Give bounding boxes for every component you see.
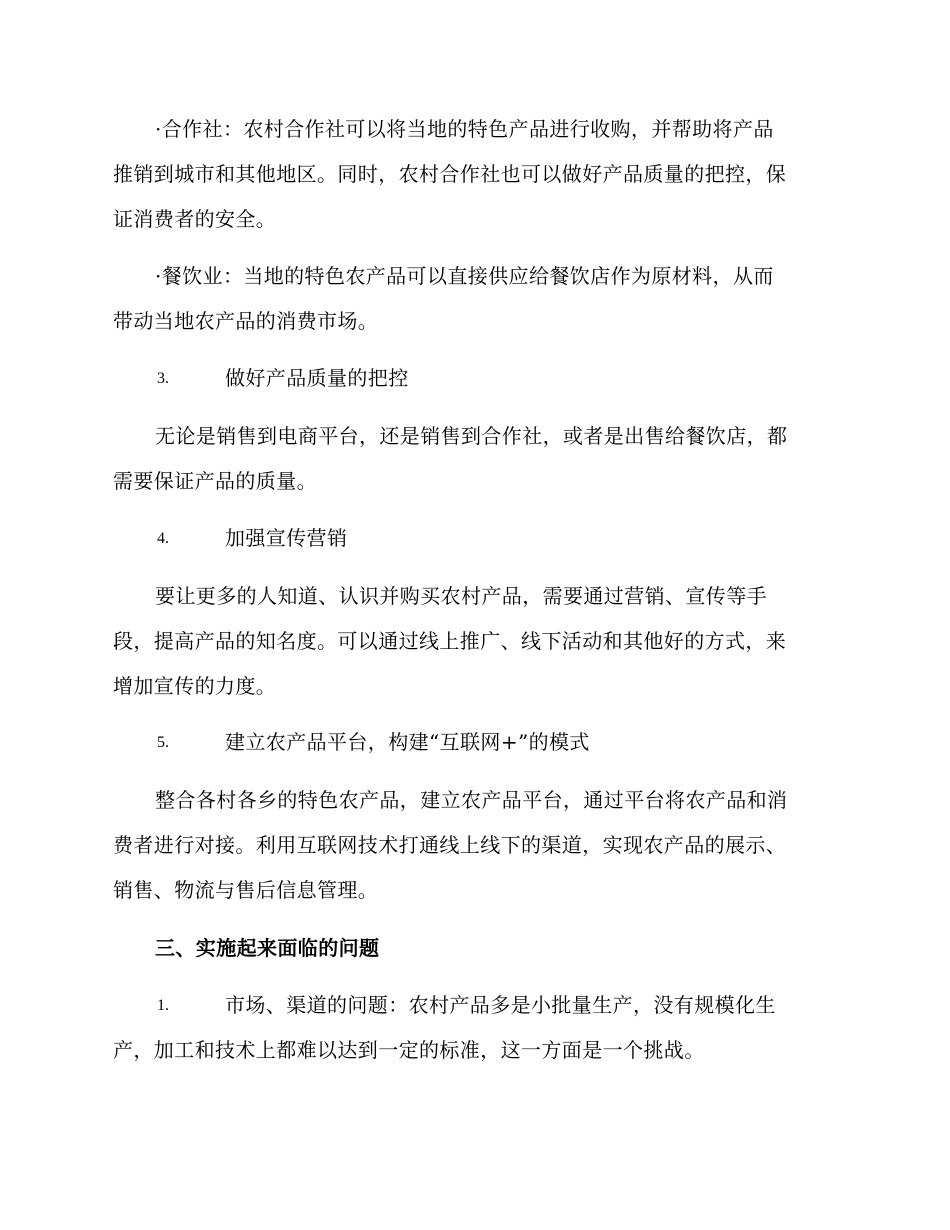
coop-paragraph-line-1: ·合作社：农村合作社可以将当地的特色产品进行收购，并帮助将产品: [155, 117, 774, 141]
catering-paragraph-line-1: ·餐饮业：当地的特色农产品可以直接供应给餐饮店作为原材料，从而: [155, 264, 774, 288]
catering-paragraph-line-2: 带动当地农产品的消费市场。: [113, 309, 379, 333]
section-3-heading: 三、实施起来面临的问题: [155, 936, 380, 960]
item-5-number: 5.: [157, 734, 169, 751]
item-3-number: 3.: [157, 370, 169, 387]
item-5-title: 建立农产品平台，构建“互联网+”的模式: [225, 730, 590, 754]
coop-paragraph-line-2: 推销到城市和其他地区。同时，农村合作社也可以做好产品质量的把控，保: [113, 162, 787, 186]
item-4-body-line-3: 增加宣传的力度。: [113, 674, 277, 698]
item-4-body-line-2: 段，提高产品的知名度。可以通过线上推广、线下活动和其他好的方式，来: [113, 629, 787, 653]
item-4-number: 4.: [157, 530, 169, 547]
item-3-title: 做好产品质量的把控: [225, 366, 409, 390]
item-4-title: 加强宣传营销: [225, 526, 348, 550]
section-3-item-1-number: 1.: [157, 997, 169, 1014]
section-3-item-1-line-1: 市场、渠道的问题：农村产品多是小批量生产，没有规模化生: [225, 993, 776, 1017]
item-5-body-line-1: 整合各村各乡的特色农产品，建立农产品平台，通过平台将农产品和消: [155, 788, 788, 812]
coop-paragraph-line-3: 证消费者的安全。: [113, 207, 277, 231]
item-4-body-line-1: 要让更多的人知道、认识并购买农村产品，需要通过营销、宣传等手: [155, 584, 767, 608]
item-5-body-line-2: 费者进行对接。利用互联网技术打通线上线下的渠道，实现农产品的展示、: [113, 833, 787, 857]
section-3-item-1-line-2: 产，加工和技术上都难以达到一定的标准，这一方面是一个挑战。: [113, 1038, 705, 1062]
item-3-body-line-1: 无论是销售到电商平台，还是销售到合作社，或者是出售给餐饮店，都: [155, 424, 788, 448]
item-3-body-line-2: 需要保证产品的质量。: [113, 469, 317, 493]
item-5-body-line-3: 销售、物流与售后信息管理。: [113, 878, 379, 902]
